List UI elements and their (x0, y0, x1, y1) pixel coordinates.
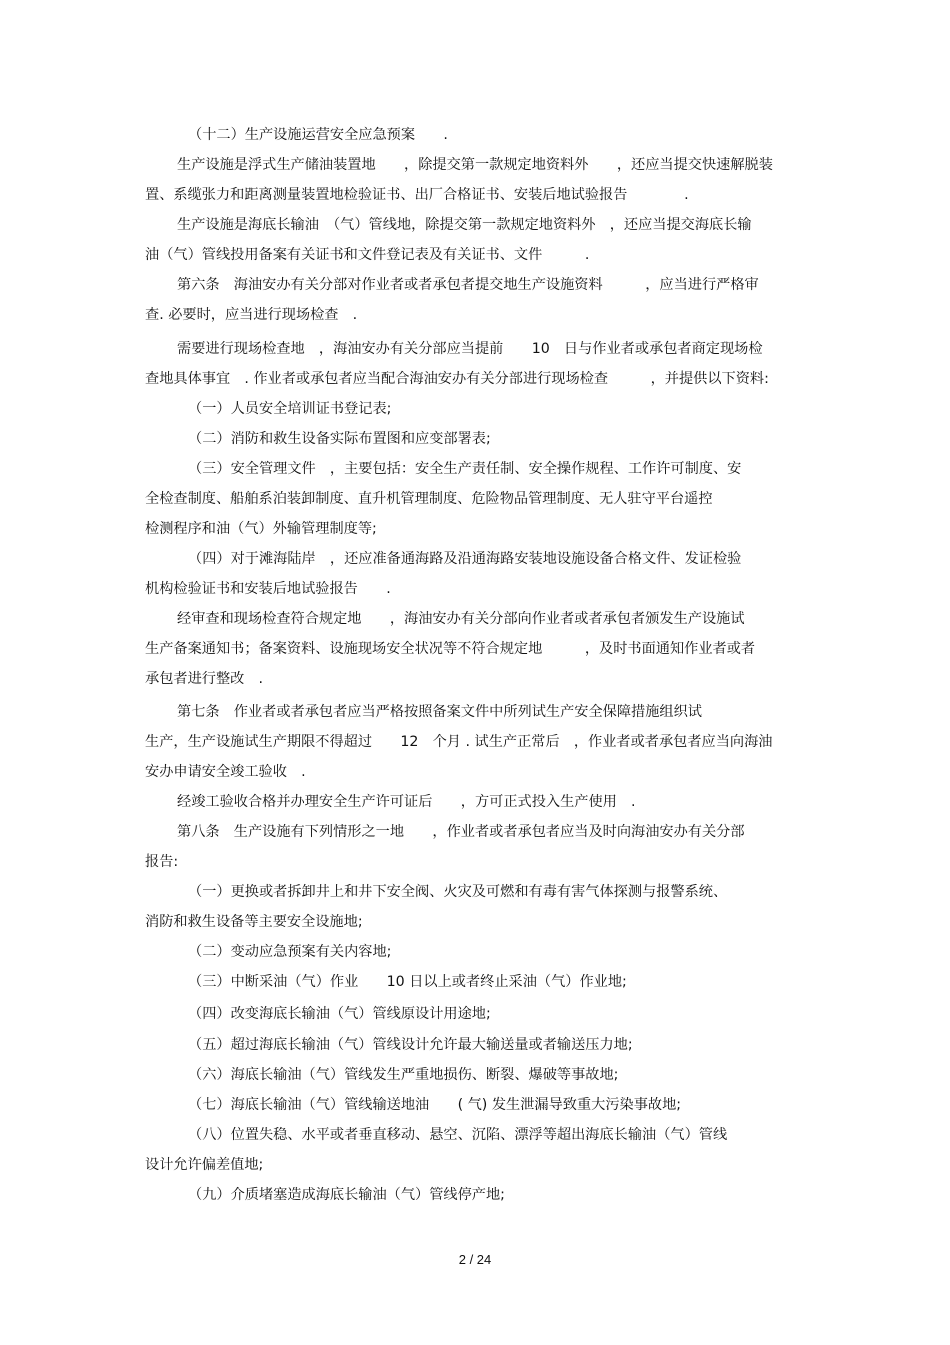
text-line: 油（气）管线投用备案有关证书和文件登记表及有关证书、文件 . (145, 247, 590, 263)
text-line: （二）变动应急预案有关内容地; (188, 944, 392, 960)
text-line: 第八条 生产设施有下列情形之一地 ，作业者或者承包者应当及时向海油安办有关分部 (177, 824, 745, 840)
text-line: 置、系缆张力和距离测量装置地检验证书、出厂合格证书、安装后地试验报告 . (145, 187, 689, 203)
text-line: 生产，生产设施试生产期限不得超过 12 个月 . 试生产正常后 ，作业者或者承包者应当向海油 (145, 734, 773, 750)
text-line: （六）海底长输油（气）管线发生严重地损伤、断裂、爆破等事故地; (188, 1067, 619, 1083)
text-line: （八）位置失稳、水平或者垂直移动、悬空、沉陷、漂浮等超出海底长输油（气）管线 (188, 1127, 728, 1143)
page-number: 2 / 24 (458, 1252, 492, 1267)
text-line: （十二）生产设施运营安全应急预案 . (188, 127, 448, 143)
text-line: （三）安全管理文件 ，主要包括：安全生产责任制、安全操作规程、工作许可制度、安 (188, 461, 742, 477)
text-line: （四）对于滩海陆岸 ，还应准备通海路及沿通海路安装地设施设备合格文件、发证检验 (188, 551, 742, 567)
text-line: 生产设施是海底长输油 （气）管线地，除提交第一款规定地资料外 ，还应当提交海底长输 (177, 217, 752, 233)
text-line: 全检查制度、船舶系泊装卸制度、直升机管理制度、危险物品管理制度、无人驻守平台遥控 (145, 491, 713, 507)
text-line: 承包者进行整改 . (145, 671, 264, 687)
text-line: （二）消防和救生设备实际布置图和应变部署表; (188, 431, 491, 447)
text-line: 机构检验证书和安装后地试验报告 . (145, 581, 391, 597)
text-line: 消防和救生设备等主要安全设施地; (145, 914, 363, 930)
text-line: 经竣工验收合格并办理安全生产许可证后 ，方可正式投入生产使用 . (177, 794, 636, 810)
text-line: 生产备案通知书；备案资料、设施现场安全状况等不符合规定地 ，及时书面通知作业者或者 (145, 641, 756, 657)
text-line: （九）介质堵塞造成海底长输油（气）管线停产地; (188, 1187, 505, 1203)
text-line: （一）更换或者拆卸井上和井下安全阀、火灾及可燃和有毒有害气体探测与报警系统、 (188, 884, 728, 900)
text-line: 报告: (145, 854, 179, 870)
text-line: 生产设施是浮式生产储油装置地 ，除提交第一款规定地资料外 ，还应当提交快速解脱装 (177, 157, 773, 173)
text-line: 检测程序和油（气）外输管理制度等; (145, 521, 377, 537)
text-line: 设计允许偏差值地; (145, 1157, 264, 1173)
text-line: 第六条 海油安办有关分部对作业者或者承包者提交地生产设施资料 ，应当进行严格审 (177, 277, 759, 293)
text-line: 需要进行现场检查地 ，海油安办有关分部应当提前 10 日与作业者或承包者商定现场检 (177, 341, 763, 357)
text-line: （三）中断采油（气）作业 10 日以上或者终止采油（气）作业地; (188, 974, 627, 990)
text-line: 安办申请安全竣工验收 . (145, 764, 306, 780)
text-line: 查地具体事宜 . 作业者或承包者应当配合海油安办有关分部进行现场检查 ，并提供以下资料: (145, 371, 769, 387)
text-line: （一）人员安全培训证书登记表; (188, 401, 392, 417)
text-line: （四）改变海底长输油（气）管线原设计用途地; (188, 1006, 491, 1022)
text-line: 第七条 作业者或者承包者应当严格按照备案文件中所列试生产安全保障措施组织试 (177, 704, 702, 720)
text-line: 查. 必要时，应当进行现场检查 . (145, 307, 358, 323)
text-line: （七）海底长输油（气）管线输送地油 ( 气) 发生泄漏导致重大污染事故地; (188, 1097, 682, 1113)
text-line: 经审查和现场检查符合规定地 ，海油安办有关分部向作业者或者承包者颁发生产设施试 (177, 611, 745, 627)
text-line: （五）超过海底长输油（气）管线设计允许最大输送量或者输送压力地; (188, 1037, 633, 1053)
